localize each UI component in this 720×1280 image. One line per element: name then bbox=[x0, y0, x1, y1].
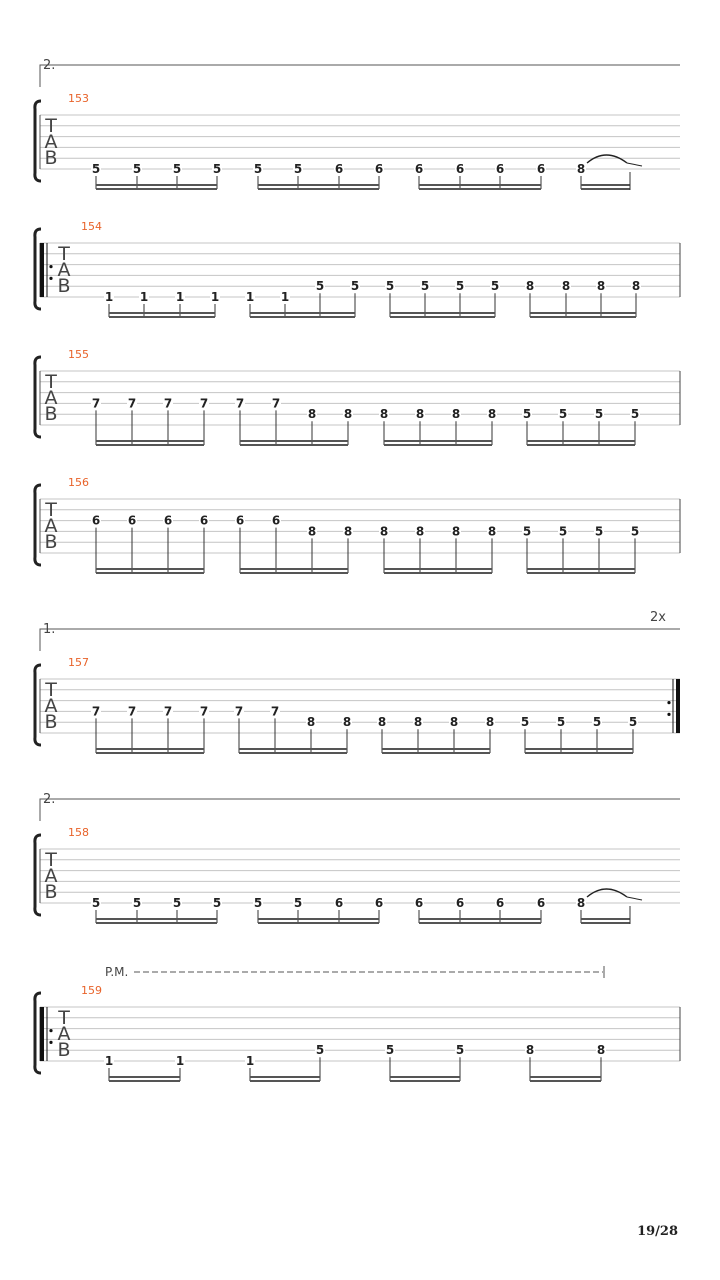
tab-clef-letter: B bbox=[44, 531, 58, 553]
beam bbox=[390, 1080, 460, 1082]
fret-number: 8 bbox=[343, 407, 353, 422]
volta-label: 1. bbox=[43, 622, 56, 637]
tab-clef-letter: A bbox=[44, 695, 58, 717]
tab-clef-letter: B bbox=[44, 881, 58, 903]
measure-number: 158 bbox=[68, 826, 89, 839]
page-number: 19/28 bbox=[637, 1224, 678, 1239]
fret-number: 5 bbox=[455, 1043, 465, 1058]
tab-clef-letter: A bbox=[57, 1023, 71, 1045]
fret-number: 1 bbox=[245, 290, 255, 304]
fret-number: 5 bbox=[592, 715, 602, 730]
volta-bracket bbox=[40, 799, 680, 821]
tie-tail bbox=[627, 897, 642, 900]
beam bbox=[239, 752, 347, 754]
beam bbox=[258, 922, 379, 924]
tab-clef-letter: T bbox=[45, 499, 57, 521]
beam bbox=[96, 444, 204, 446]
beam bbox=[581, 188, 630, 190]
fret-number: 6 bbox=[235, 513, 245, 528]
fret-number: 8 bbox=[596, 1043, 606, 1058]
fret-number: 5 bbox=[253, 896, 263, 910]
beam bbox=[527, 444, 635, 446]
repeat-dot bbox=[667, 713, 670, 716]
tab-clef-letter: A bbox=[57, 259, 71, 281]
fret-number: 5 bbox=[594, 524, 604, 539]
fret-number: 5 bbox=[455, 279, 465, 294]
repeat-dot bbox=[49, 265, 52, 268]
beam bbox=[530, 316, 636, 318]
fret-number: 6 bbox=[334, 896, 344, 910]
beam bbox=[240, 572, 348, 574]
fret-number: 5 bbox=[315, 1043, 325, 1058]
fret-number: 8 bbox=[415, 524, 425, 539]
fret-number: 5 bbox=[350, 279, 360, 294]
repeat-dot bbox=[49, 277, 52, 280]
fret-number: 6 bbox=[334, 162, 344, 176]
beam bbox=[530, 1076, 601, 1078]
beam bbox=[419, 918, 541, 920]
beam bbox=[530, 312, 636, 314]
fret-number: 8 bbox=[415, 407, 425, 422]
fret-number: 8 bbox=[413, 715, 423, 730]
beam bbox=[240, 444, 348, 446]
fret-number: 8 bbox=[451, 407, 461, 422]
fret-number: 8 bbox=[576, 896, 586, 910]
measure-number: 159 bbox=[81, 984, 102, 997]
tab-clef-letter: B bbox=[44, 403, 58, 425]
beam bbox=[382, 748, 490, 750]
fret-number: 5 bbox=[172, 162, 182, 176]
beam bbox=[419, 922, 541, 924]
fret-number: 6 bbox=[163, 513, 173, 528]
beam bbox=[384, 568, 492, 570]
beam bbox=[390, 1076, 460, 1078]
fret-number: 8 bbox=[451, 524, 461, 539]
fret-number: 6 bbox=[414, 896, 424, 910]
fret-number: 5 bbox=[293, 162, 303, 176]
fret-number: 6 bbox=[271, 513, 281, 528]
tab-clef-letter: B bbox=[57, 1039, 71, 1061]
fret-number: 5 bbox=[132, 896, 142, 910]
fret-number: 5 bbox=[522, 407, 532, 422]
tab-clef-letter: T bbox=[45, 849, 57, 871]
beam bbox=[96, 572, 204, 574]
fret-number: 6 bbox=[91, 513, 101, 528]
fret-number: 6 bbox=[414, 162, 424, 176]
measure-number: 157 bbox=[68, 656, 89, 669]
fret-number: 1 bbox=[175, 1054, 185, 1068]
fret-number: 6 bbox=[199, 513, 209, 528]
repeat-dot bbox=[49, 1029, 52, 1032]
fret-number: 7 bbox=[199, 704, 209, 719]
fret-number: 7 bbox=[91, 396, 101, 411]
fret-number: 6 bbox=[455, 162, 465, 176]
beam bbox=[240, 568, 348, 570]
fret-number: 7 bbox=[199, 396, 209, 411]
beam bbox=[258, 184, 379, 186]
fret-number: 8 bbox=[377, 715, 387, 730]
fret-number: 7 bbox=[127, 396, 137, 411]
beam bbox=[527, 440, 635, 442]
tie-arc bbox=[587, 155, 627, 163]
fret-number: 7 bbox=[235, 396, 245, 411]
fret-number: 6 bbox=[536, 896, 546, 910]
beam bbox=[109, 1080, 180, 1082]
beam bbox=[250, 1076, 320, 1078]
fret-number: 5 bbox=[558, 407, 568, 422]
fret-number: 5 bbox=[594, 407, 604, 422]
fret-number: 8 bbox=[561, 279, 571, 294]
beam bbox=[96, 748, 204, 750]
tab-system-158 bbox=[35, 792, 680, 924]
fret-number: 6 bbox=[536, 162, 546, 176]
fret-number: 5 bbox=[253, 162, 263, 176]
beam bbox=[525, 752, 633, 754]
measure-number: 156 bbox=[68, 476, 89, 489]
tab-clef-letter: B bbox=[44, 711, 58, 733]
fret-number: 5 bbox=[490, 279, 500, 294]
tab-clef-letter: T bbox=[58, 1007, 70, 1029]
measure-number: 155 bbox=[68, 348, 89, 361]
tie-tail bbox=[627, 163, 642, 166]
fret-number: 5 bbox=[385, 279, 395, 294]
fret-number: 5 bbox=[212, 162, 222, 176]
fret-number: 8 bbox=[379, 407, 389, 422]
volta-label: 2. bbox=[43, 58, 56, 73]
tab-clef-letter: A bbox=[44, 131, 58, 153]
tab-system-154 bbox=[35, 220, 680, 318]
fret-number: 8 bbox=[596, 279, 606, 294]
fret-number: 1 bbox=[280, 290, 290, 304]
beam bbox=[581, 184, 630, 186]
tab-clef-letter: T bbox=[45, 115, 57, 137]
fret-number: 8 bbox=[449, 715, 459, 730]
tie-arc bbox=[587, 889, 627, 897]
tab-clef-letter: T bbox=[45, 679, 57, 701]
beam bbox=[581, 922, 630, 924]
fret-number: 7 bbox=[163, 396, 173, 411]
tab-system-156 bbox=[35, 476, 680, 574]
fret-number: 5 bbox=[315, 279, 325, 294]
beam bbox=[527, 572, 635, 574]
beam bbox=[525, 748, 633, 750]
beam bbox=[239, 748, 347, 750]
fret-number: 5 bbox=[630, 524, 640, 539]
volta-label: 2. bbox=[43, 792, 56, 807]
volta-bracket bbox=[40, 65, 680, 87]
fret-number: 5 bbox=[91, 896, 101, 910]
fret-number: 8 bbox=[379, 524, 389, 539]
fret-number: 8 bbox=[525, 279, 535, 294]
fret-number: 7 bbox=[163, 704, 173, 719]
beam bbox=[109, 316, 215, 318]
tab-system-155 bbox=[35, 348, 680, 446]
beam bbox=[258, 918, 379, 920]
tab-clef-letter: T bbox=[45, 371, 57, 393]
fret-number: 5 bbox=[91, 162, 101, 176]
fret-number: 5 bbox=[556, 715, 566, 730]
fret-number: 1 bbox=[139, 290, 149, 304]
fret-number: 7 bbox=[127, 704, 137, 719]
fret-number: 8 bbox=[307, 407, 317, 422]
tab-system-157 bbox=[35, 610, 680, 754]
fret-number: 6 bbox=[455, 896, 465, 910]
repeat-dot bbox=[667, 701, 670, 704]
beam bbox=[384, 444, 492, 446]
beam bbox=[109, 312, 215, 314]
fret-number: 8 bbox=[343, 524, 353, 539]
fret-number: 7 bbox=[234, 704, 244, 719]
beam bbox=[96, 184, 217, 186]
measure-number: 153 bbox=[68, 92, 89, 105]
tab-clef-letter: B bbox=[44, 147, 58, 169]
tab-system-159 bbox=[35, 965, 680, 1082]
fret-number: 5 bbox=[212, 896, 222, 910]
beam bbox=[240, 440, 348, 442]
beam bbox=[96, 440, 204, 442]
fret-number: 5 bbox=[420, 279, 430, 294]
beam bbox=[250, 1080, 320, 1082]
fret-number: 8 bbox=[487, 407, 497, 422]
fret-number: 7 bbox=[271, 396, 281, 411]
volta-bracket bbox=[40, 629, 680, 651]
fret-number: 5 bbox=[132, 162, 142, 176]
beam bbox=[109, 1076, 180, 1078]
beam bbox=[419, 188, 541, 190]
tab-system-153 bbox=[35, 58, 680, 190]
beam bbox=[581, 918, 630, 920]
tab-clef-letter: T bbox=[58, 243, 70, 265]
tab-clef-letter: A bbox=[44, 387, 58, 409]
measure-number: 154 bbox=[81, 220, 102, 233]
fret-number: 1 bbox=[245, 1054, 255, 1068]
fret-number: 5 bbox=[628, 715, 638, 730]
beam bbox=[419, 184, 541, 186]
beam bbox=[258, 188, 379, 190]
repeat-dot bbox=[49, 1041, 52, 1044]
beam bbox=[530, 1080, 601, 1082]
fret-number: 6 bbox=[495, 162, 505, 176]
fret-number: 7 bbox=[270, 704, 280, 719]
fret-number: 5 bbox=[385, 1043, 395, 1058]
tab-clef-letter: A bbox=[44, 515, 58, 537]
fret-number: 1 bbox=[175, 290, 185, 304]
fret-number: 8 bbox=[307, 524, 317, 539]
fret-number: 5 bbox=[522, 524, 532, 539]
beam bbox=[96, 752, 204, 754]
beam bbox=[96, 188, 217, 190]
fret-number: 5 bbox=[558, 524, 568, 539]
fret-number: 7 bbox=[91, 704, 101, 719]
palm-mute-label: P.M. bbox=[105, 965, 129, 979]
beam bbox=[250, 316, 355, 318]
fret-number: 8 bbox=[631, 279, 641, 294]
beam bbox=[250, 312, 355, 314]
fret-number: 8 bbox=[487, 524, 497, 539]
beam bbox=[96, 922, 217, 924]
fret-number: 8 bbox=[576, 162, 586, 176]
repeat-start-thick-bar bbox=[40, 1007, 44, 1061]
beam bbox=[390, 316, 495, 318]
tab-clef-letter: A bbox=[44, 865, 58, 887]
fret-number: 5 bbox=[630, 407, 640, 422]
beam bbox=[384, 440, 492, 442]
tab-clef-letter: B bbox=[57, 275, 71, 297]
beam bbox=[382, 752, 490, 754]
fret-number: 5 bbox=[520, 715, 530, 730]
beam bbox=[384, 572, 492, 574]
repeat-end-thick-bar bbox=[676, 679, 680, 733]
beam bbox=[96, 568, 204, 570]
repeat-count: 2x bbox=[650, 610, 666, 625]
fret-number: 1 bbox=[104, 1054, 114, 1068]
fret-number: 5 bbox=[293, 896, 303, 910]
fret-number: 1 bbox=[104, 290, 114, 304]
fret-number: 8 bbox=[485, 715, 495, 730]
fret-number: 8 bbox=[525, 1043, 535, 1058]
fret-number: 6 bbox=[127, 513, 137, 528]
beam bbox=[390, 312, 495, 314]
fret-number: 1 bbox=[210, 290, 220, 304]
fret-number: 6 bbox=[374, 896, 384, 910]
fret-number: 6 bbox=[374, 162, 384, 176]
beam bbox=[96, 918, 217, 920]
fret-number: 6 bbox=[495, 896, 505, 910]
fret-number: 8 bbox=[342, 715, 352, 730]
repeat-start-thick-bar bbox=[40, 243, 44, 297]
fret-number: 5 bbox=[172, 896, 182, 910]
beam bbox=[527, 568, 635, 570]
fret-number: 8 bbox=[306, 715, 316, 730]
